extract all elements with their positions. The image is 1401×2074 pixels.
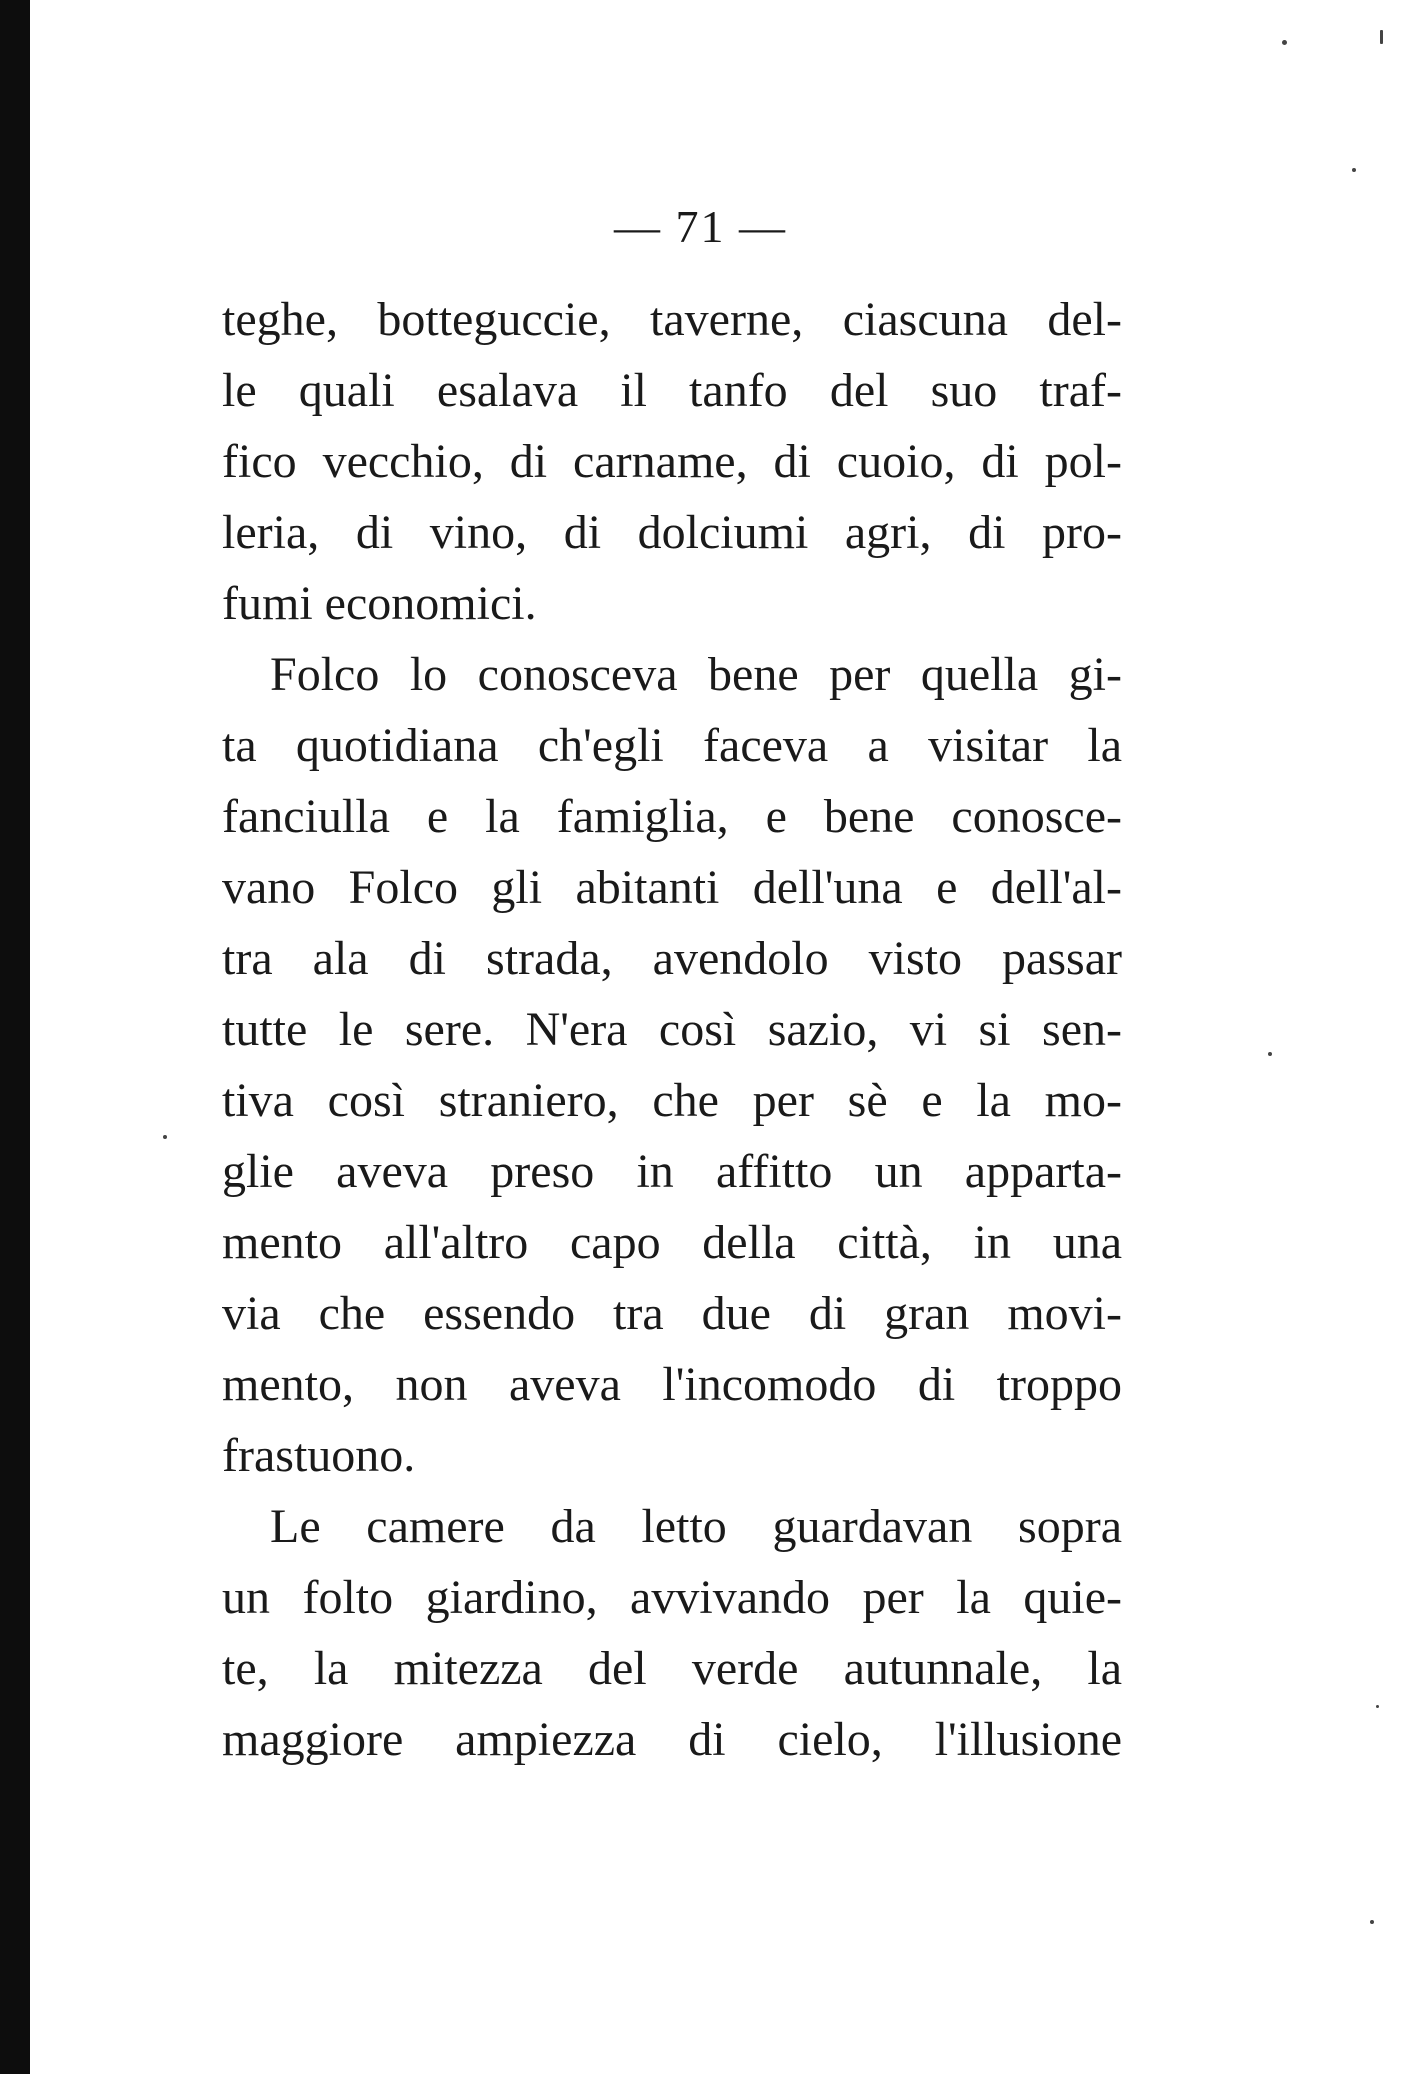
text-line: tutte le sere. N'era così sazio, vi si sen-	[222, 1003, 1122, 1056]
text-line: mento all'altro capo della città, in una	[222, 1216, 1122, 1269]
text-line: via che essendo tra due di gran movi-	[222, 1287, 1122, 1340]
book-spine-edge	[0, 0, 30, 2074]
paragraph	[222, 639, 1122, 1491]
paragraph	[222, 284, 1122, 639]
text-line: vano Folco gli abitanti dell'una e dell'al-	[222, 861, 1122, 914]
scan-speck	[1376, 1705, 1379, 1708]
text-line: glie aveva preso in affitto un apparta-	[222, 1145, 1122, 1198]
text-line: Folco lo conosceva bene per quella gi-	[270, 648, 1122, 701]
text-line: tiva così straniero, che per sè e la mo-	[222, 1074, 1122, 1127]
text-line: fico vecchio, di carname, di cuoio, di pol-	[222, 435, 1122, 488]
text-line: un folto giardino, avvivando per la quie-	[222, 1571, 1122, 1624]
text-line: Le camere da letto guardavan sopra	[270, 1500, 1122, 1553]
text-line: teghe, botteguccie, taverne, ciascuna del-	[222, 293, 1122, 346]
text-line: fumi economici.	[222, 577, 537, 630]
scan-speck	[163, 1135, 167, 1139]
scan-speck	[1352, 168, 1356, 172]
scan-speck	[1282, 40, 1287, 45]
text-line: fanciulla e la famiglia, e bene conosce-	[222, 790, 1122, 843]
body-text	[222, 284, 1122, 1775]
text-line: te, la mitezza del verde autunnale, la	[222, 1642, 1122, 1695]
text-line: ta quotidiana ch'egli faceva a visitar la	[222, 719, 1122, 772]
scan-speck	[1380, 30, 1383, 44]
text-line: le quali esalava il tanfo del suo traf-	[222, 364, 1122, 417]
page-number: — 71 —	[614, 201, 787, 252]
text-line: tra ala di strada, avendolo visto passar	[222, 932, 1122, 985]
scan-speck	[1268, 1052, 1272, 1056]
scan-speck	[1370, 1920, 1374, 1924]
text-line: leria, di vino, di dolciumi agri, di pro-	[222, 506, 1122, 559]
text-line: maggiore ampiezza di cielo, l'illusione	[222, 1713, 1122, 1766]
text-line: mento, non aveva l'incomodo di troppo	[222, 1358, 1122, 1411]
text-line: frastuono.	[222, 1429, 416, 1482]
paragraph	[222, 1491, 1122, 1775]
